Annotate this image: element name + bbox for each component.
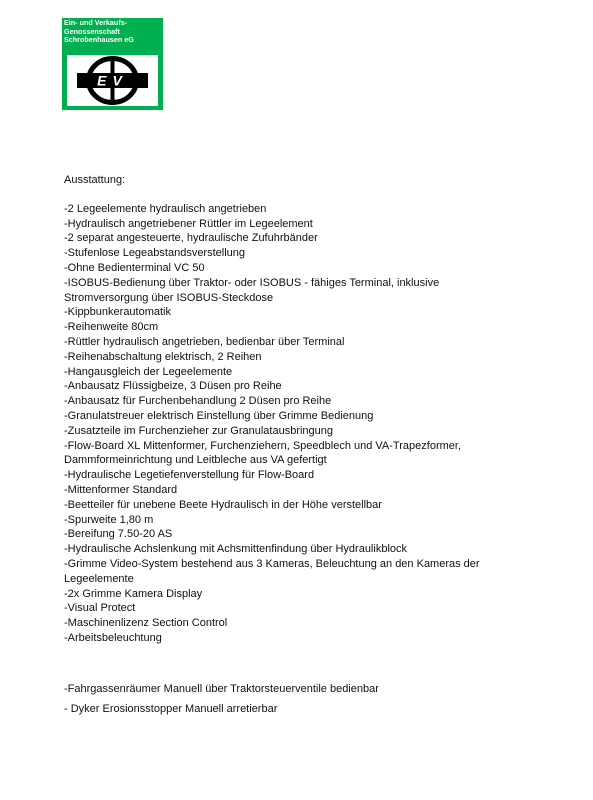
feature-list: [64, 202, 574, 646]
feature-item: Dammformeinrichtung und Leitbleche aus VA gefertigt: [64, 454, 327, 467]
feature-item: -Mittenformer Standard: [64, 483, 178, 496]
section-heading: Ausstattung:: [64, 174, 126, 186]
feature-item: -Granulatstreuer elektrisch Einstellung über Grimme Bedienung: [64, 409, 374, 422]
feature-item: -Arbeitsbeleuchtung: [64, 631, 162, 644]
feature-item: -Anbausatz Flüssigbeize, 3 Düsen pro Reihe: [64, 380, 282, 393]
feature-item: -2x Grimme Kamera Display: [64, 587, 203, 600]
feature-item: -Grimme Video-System bestehend aus 3 Kameras, Beleuchtung an den Kameras der: [64, 557, 480, 570]
feature-item: -Reihenabschaltung elektrisch, 2 Reihen: [64, 350, 262, 363]
feature-item: -Rüttler hydraulisch angetrieben, bedienbar über Terminal: [64, 335, 345, 348]
emblem-letters: EV: [97, 72, 128, 89]
extra-item: - Dyker Erosionsstopper Manuell arretierbar: [64, 702, 278, 715]
feature-item: -Spurweite 1,80 m: [64, 513, 154, 526]
feature-item: -Ohne Bedienterminal VC 50: [64, 261, 205, 274]
logo-emblem: [67, 55, 158, 106]
feature-item: -Zusatzteile im Furchenzieher zur Granulatausbringung: [64, 424, 334, 437]
feature-item: -Stufenlose Legeabstandsverstellung: [64, 247, 246, 260]
feature-item: -Visual Protect: [64, 602, 136, 615]
feature-item: -Beetteiler für unebene Beete Hydraulisch in der Höhe verstellbar: [64, 498, 382, 511]
equipment-document: [64, 173, 574, 716]
company-logo: [62, 18, 163, 110]
feature-item: -Kippbunkerautomatik: [64, 306, 172, 319]
ev-emblem-icon: [67, 55, 158, 106]
feature-item: -Hydraulisch angetriebener Rüttler im Legeelement: [64, 217, 313, 230]
feature-item: -Maschinenlizenz Section Control: [64, 617, 228, 630]
feature-item: -Anbausatz für Furchenbehandlung 2 Düsen pro Reihe: [64, 395, 332, 408]
feature-item: Stromversorgung über ISOBUS-Steckdose: [64, 291, 274, 304]
feature-item: -Bereifung 7.50-20 AS: [64, 528, 173, 541]
extra-item: -Fahrgassenräumer Manuell über Traktorsteuerventile bedienbar: [64, 682, 379, 695]
feature-item: -ISOBUS-Bedienung über Traktor- oder ISOBUS - fähiges Terminal, inklusive: [64, 276, 440, 289]
feature-item: Legeelemente: [64, 572, 134, 585]
feature-item: -2 separat angesteuerte, hydraulische Zufuhrbänder: [64, 232, 318, 245]
feature-item: -2 Legeelemente hydraulisch angetrieben: [64, 202, 267, 215]
logo-company-name: Ein- und Verkaufs- Genossenschaft Schrobenhausen eG: [64, 18, 134, 45]
feature-item: -Hangausgleich der Legeelemente: [64, 365, 233, 378]
feature-item: -Hydraulische Legetiefenverstellung für Flow-Board: [64, 469, 315, 482]
feature-item: -Hydraulische Achslenkung mit Achsmittenfindung über Hydraulikblock: [64, 543, 408, 556]
feature-item: -Reihenweite 80cm: [64, 321, 159, 334]
feature-item: -Flow-Board XL Mittenformer, Furchenziehern, Speedblech und VA-Trapezformer,: [64, 439, 461, 452]
